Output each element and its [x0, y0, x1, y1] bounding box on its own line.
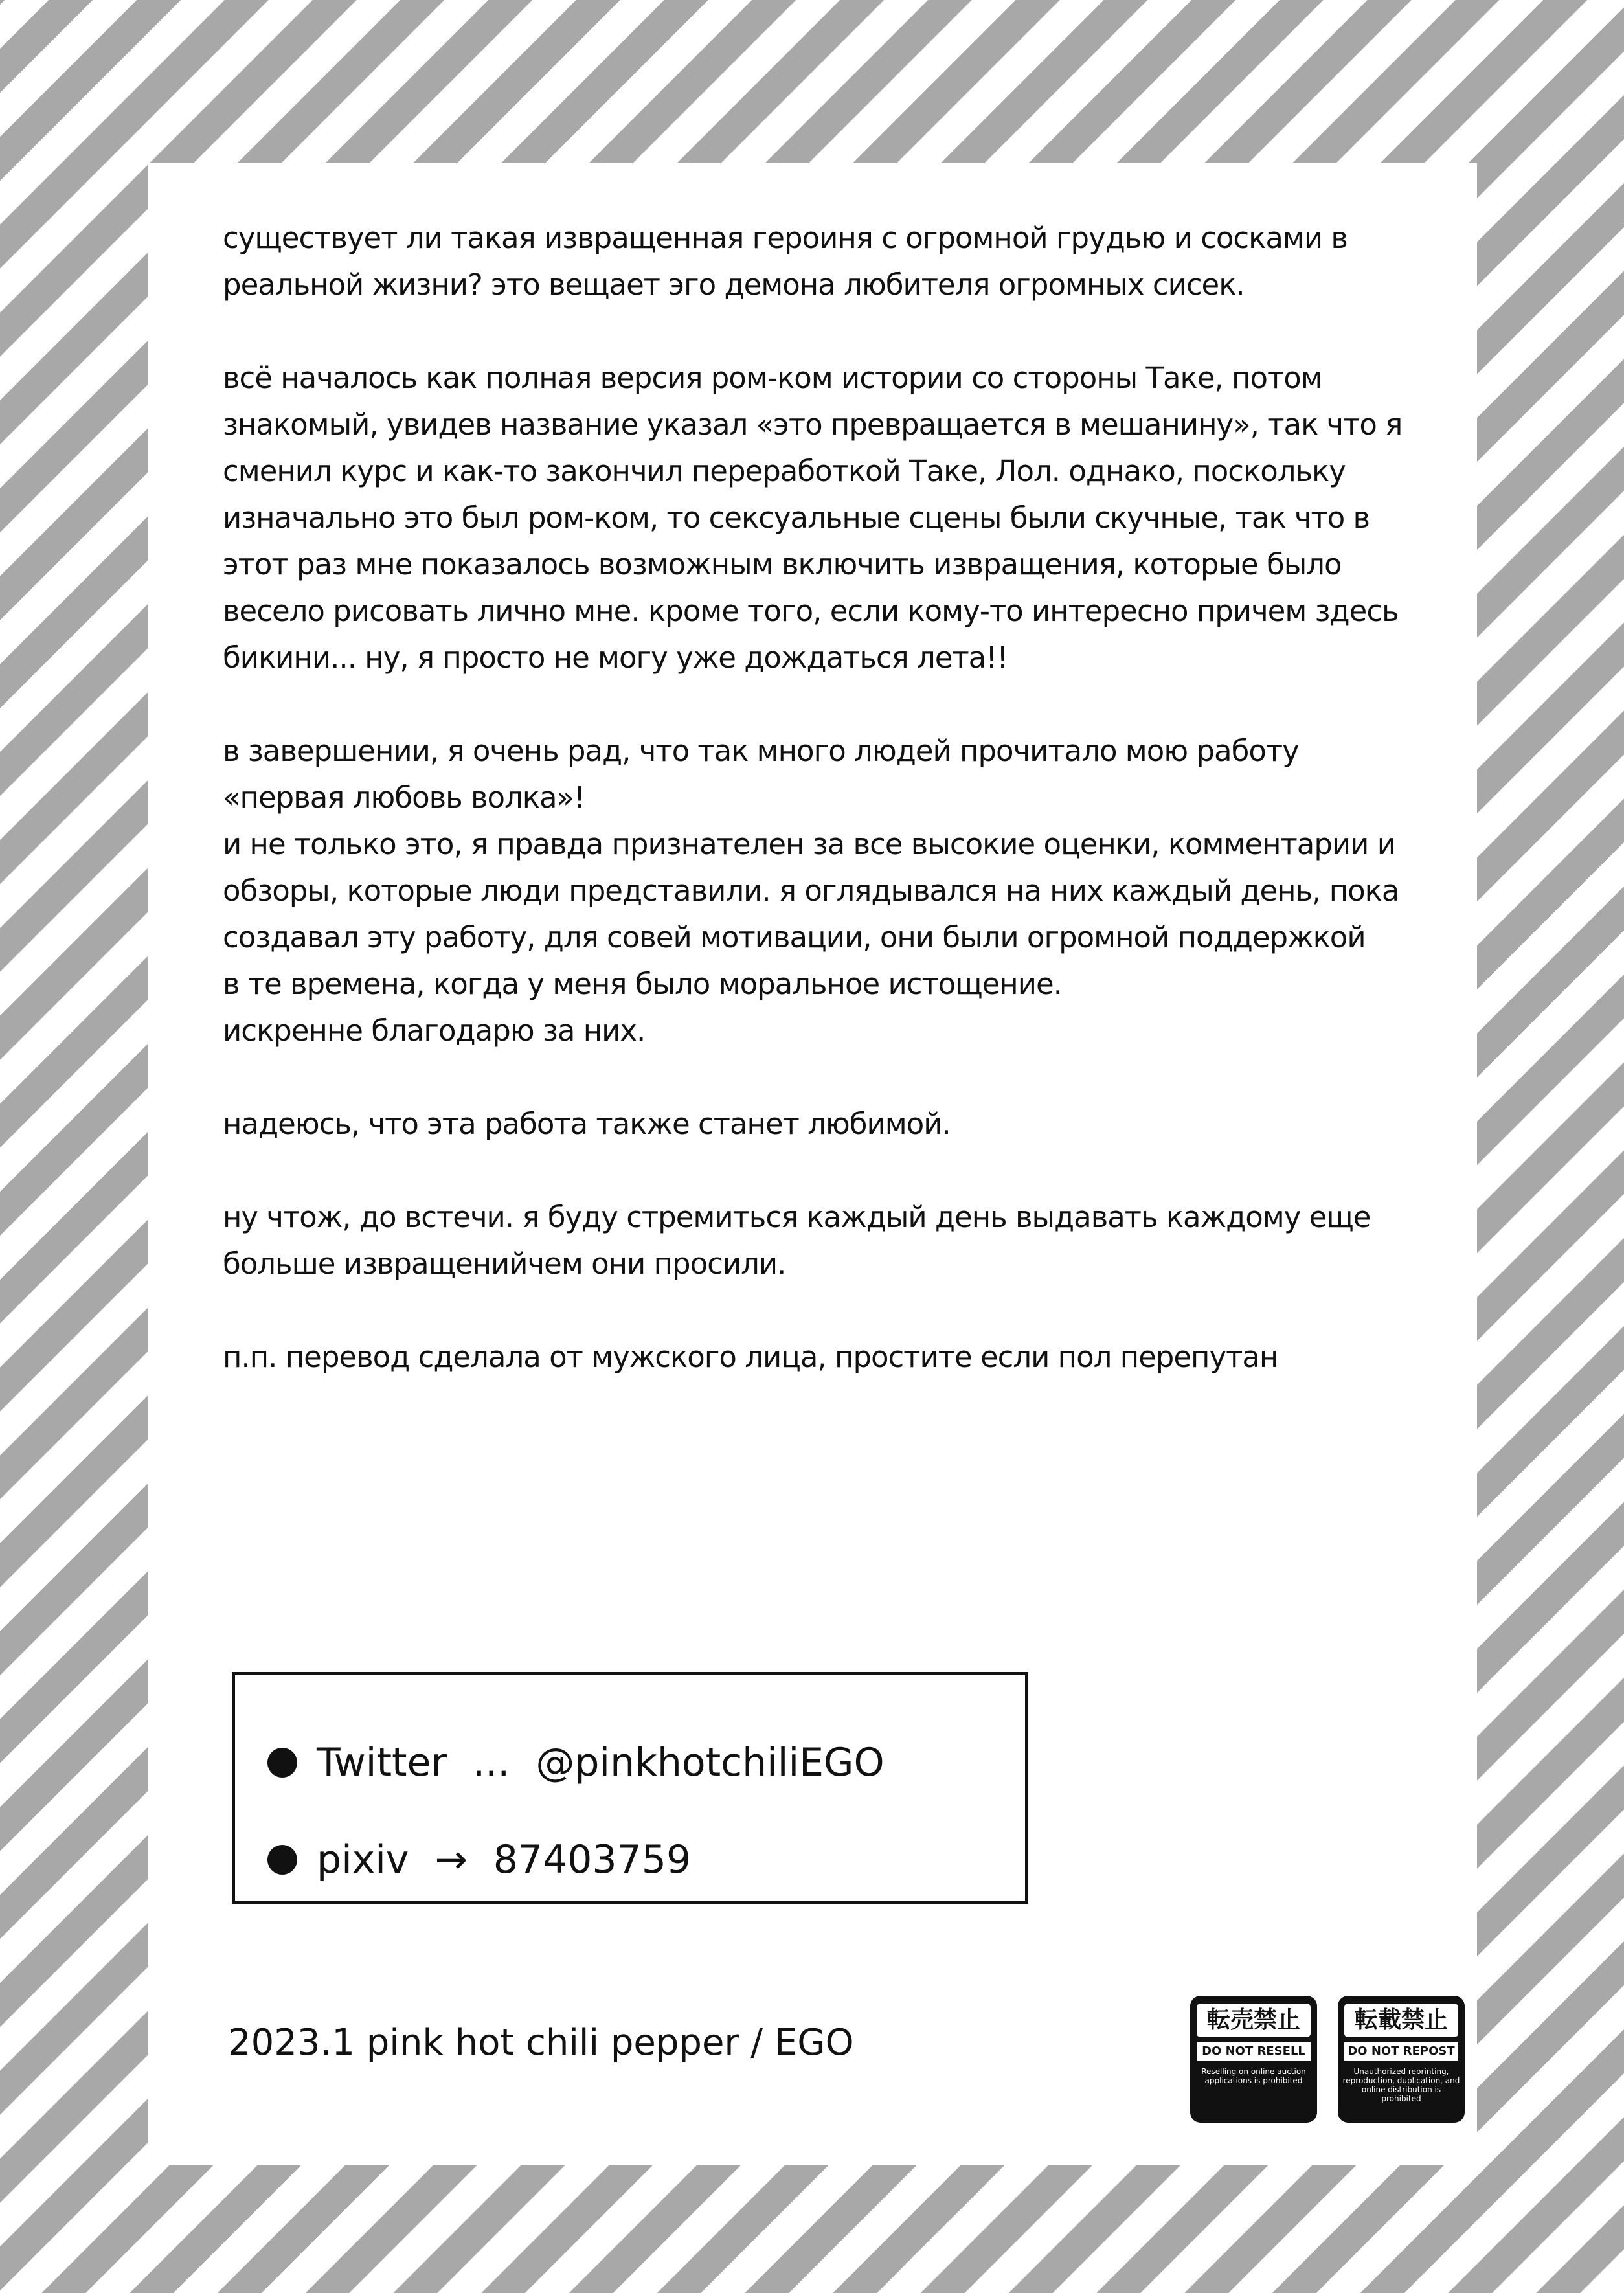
text-line: существует ли такая извращенная героиня с огромной грудью и сосками в — [223, 221, 1348, 255]
text-line: искренне благодарю за них. — [223, 1013, 646, 1048]
twitter-row[interactable] — [267, 1740, 885, 1785]
text-line: сменил курс и как-то закончил переработкой Таке, Лол. однако, поскольку — [223, 454, 1346, 488]
text-line: ну чтож, до встечи. я буду стремиться каждый день выдавать каждому еще — [223, 1200, 1371, 1234]
paragraph-4 — [223, 1101, 1453, 1147]
text-line: всё началось как полная версия ром-ком истории со стороны Таке, потом — [223, 361, 1322, 395]
paragraph-5 — [223, 1194, 1453, 1287]
badge-kanji: 転載禁止 — [1344, 2004, 1458, 2037]
badge-kanji: 転売禁止 — [1197, 2004, 1311, 2037]
badge-note: Unauthorized reprinting, reproduction, duplication, and online distribution is prohibited — [1342, 2067, 1460, 2103]
text-line: обзоры, которые люди представили. я оглядывался на них каждый день, пока — [223, 874, 1399, 908]
bullet-icon — [267, 1845, 297, 1875]
text-line: изначально это был ром-ком, то сексуальные сцены были скучные, так что в — [223, 501, 1370, 535]
twitter-label: Twitter — [317, 1740, 447, 1785]
footer-credit: 2023.1 pink hot chili pepper / EGO — [228, 2022, 854, 2064]
text-line: и не только это, я правда признателен за все высокие оценки, комментарии и — [223, 827, 1395, 861]
paragraph-3 — [223, 728, 1453, 1054]
text-line: в завершении, я очень рад, что так много людей прочитало мою работу — [223, 734, 1299, 768]
badge-label: DO NOT REPOST — [1344, 2042, 1458, 2061]
text-line: реальной жизни? это вещает эго демона любителя огромных сисек. — [223, 267, 1245, 302]
text-line: этот раз мне показалось возможным включить извращения, которые было — [223, 547, 1342, 582]
do-not-repost-badge — [1338, 1996, 1465, 2123]
paragraph-6 — [223, 1334, 1453, 1381]
text-line: надеюсь, что эта работа также станет любимой. — [223, 1107, 951, 1141]
text-line: весело рисовать лично мне. кроме того, если кому-то интересно причем здесь — [223, 594, 1399, 628]
pixiv-arrow: → — [434, 1837, 468, 1882]
paragraph-1 — [223, 215, 1453, 308]
contact-box — [232, 1672, 1028, 1904]
text-line: знакомый, увидев название указал «это превращается в мешанину», так что я — [223, 407, 1403, 442]
pixiv-label: pixiv — [317, 1837, 409, 1882]
text-line: п.п. перевод сделала от мужского лица, простите если пол перепутан — [223, 1340, 1278, 1374]
text-line: «первая любовь волка»! — [223, 780, 585, 815]
text-line: создавал эту работу, для совей мотивации, они были огромной поддержкой — [223, 920, 1366, 954]
text-line: больше извращенийчем они просили. — [223, 1247, 786, 1281]
content-panel — [148, 163, 1477, 2165]
text-line: бикини... ну, я просто не могу уже дождаться лета!! — [223, 640, 1008, 675]
paragraph-2 — [223, 355, 1453, 681]
twitter-handle-link[interactable]: @pinkhotchiliEGO — [536, 1740, 885, 1785]
badge-note: Reselling on online auction applications is prohibited — [1201, 2067, 1306, 2085]
text-line: в те времена, когда у меня было моральное истощение. — [223, 967, 1062, 1001]
do-not-resell-badge — [1190, 1996, 1317, 2123]
afterword-text — [223, 215, 1453, 1427]
bullet-icon — [267, 1748, 297, 1778]
twitter-separator: ... — [473, 1740, 510, 1785]
pixiv-id-link[interactable]: 87403759 — [493, 1837, 692, 1882]
pixiv-row[interactable] — [267, 1837, 691, 1882]
badge-label: DO NOT RESELL — [1197, 2042, 1311, 2061]
